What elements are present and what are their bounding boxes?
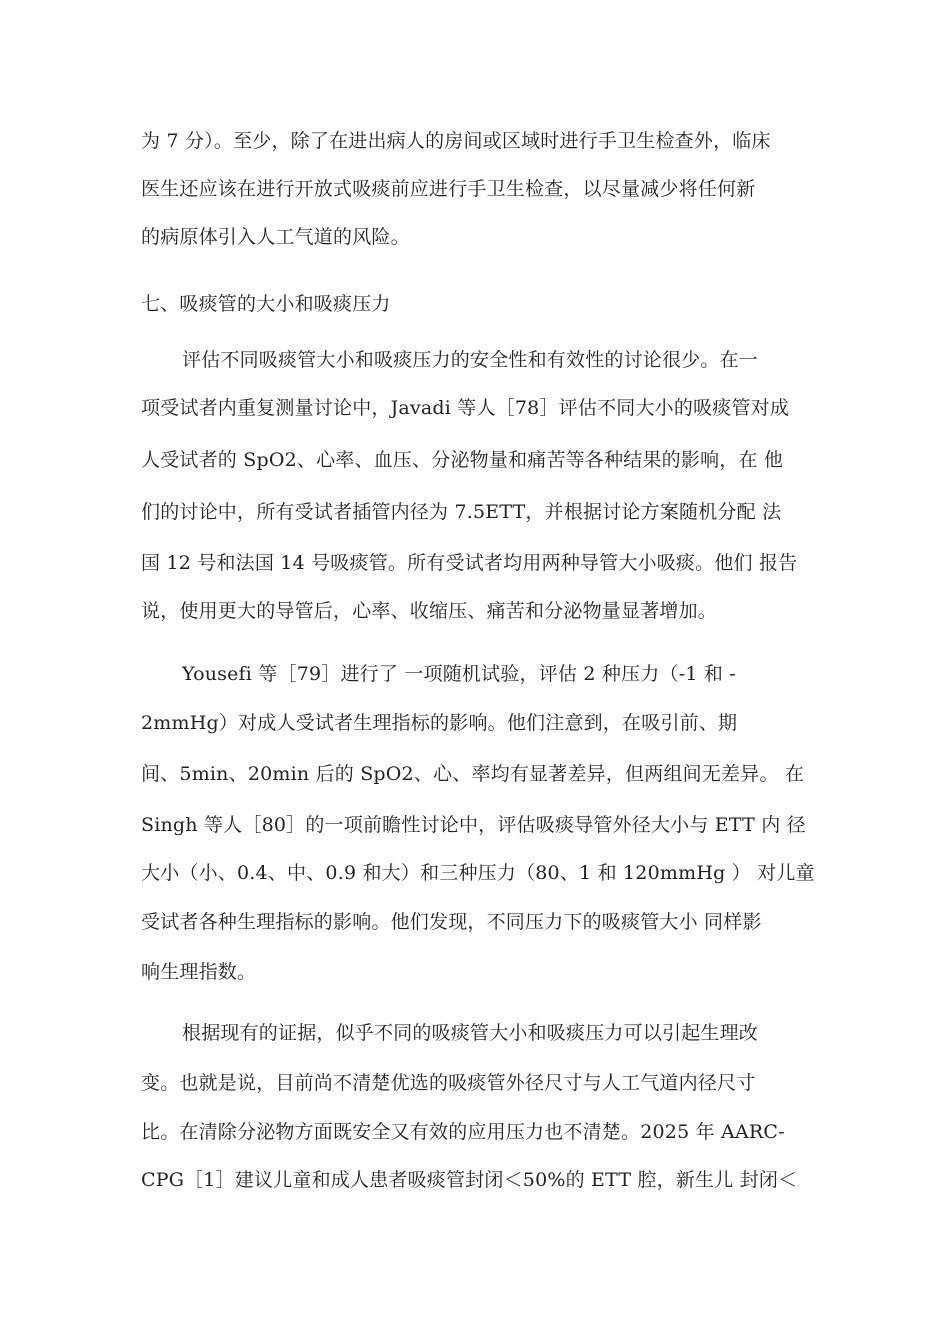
paragraph-evidence-line-1: 根据现有的证据，似乎不同的吸痰管大小和吸痰压力可以引起生理改 [182,1022,759,1044]
paragraph-javadi-line-2: 项受试者内重复测量讨论中，Javadi 等人［78］评估不同大小的吸痰管对成 [141,397,790,419]
paragraph-yousefi-line-7: 响生理指数。 [141,961,257,983]
paragraph-yousefi-line-3: 间、5min、20min 后的 SpO2、心、率均有显著差异，但两组间无差异。 在 [141,763,805,785]
paragraph-yousefi-line-1: Yousefi 等［79］进行了 一项随机试验，评估 2 种压力（-1 和 - [182,663,736,685]
paragraph-javadi-line-3: 人受试者的 SpO2、心率、血压、分泌物量和痛苦等各种结果的影响，在 他 [141,449,784,471]
paragraph-hand-hygiene-line-3: 的病原体引入人工气道的风险。 [141,226,410,248]
paragraph-evidence-line-2: 变。也就是说，目前尚不清楚优选的吸痰管外径尺寸与人工气道内径尺寸 [141,1072,756,1094]
paragraph-evidence-line-4: CPG［1］建议儿童和成人患者吸痰管封闭＜50%的 ETT 腔，新生儿 封闭＜ [141,1169,798,1191]
paragraph-hand-hygiene-line-2: 医生还应该在进行开放式吸痰前应进行手卫生检查，以尽量减少将任何新 [141,178,756,200]
paragraph-javadi-line-5: 国 12 号和法国 14 号吸痰管。所有受试者均用两种导管大小吸痰。他们 报告 [141,552,798,574]
paragraph-javadi-line-6: 说，使用更大的导管后，心率、收缩压、痛苦和分泌物量显著增加。 [141,600,718,622]
paragraph-yousefi-line-4: Singh 等人［80］的一项前瞻性讨论中，评估吸痰导管外径大小与 ETT 内 径 [141,814,806,836]
section-heading: 七、吸痰管的大小和吸痰压力 [141,293,391,315]
paragraph-yousefi-line-5: 大小（小、0.4、中、0.9 和大）和三种压力（80、1 和 120mmHg ） 对儿童 [141,862,815,884]
paragraph-javadi-line-4: 们的讨论中，所有受试者插管内径为 7.5ETT，并根据讨论方案随机分配 法 [141,501,782,523]
paragraph-yousefi-line-6: 受试者各种生理指标的影响。他们发现，不同压力下的吸痰管大小 同样影 [141,911,762,933]
paragraph-yousefi-line-2: 2mmHg）对成人受试者生理指标的影响。他们注意到，在吸引前、期 [141,712,738,734]
paragraph-javadi-line-1: 评估不同吸痰管大小和吸痰压力的安全性和有效性的讨论很少。在一 [182,349,759,371]
paragraph-hand-hygiene-line-1: 为 7 分）。至少，除了在进出病人的房间或区域时进行手卫生检查外，临床 [141,130,771,152]
paragraph-evidence-line-3: 比。在清除分泌物方面既安全又有效的应用压力也不清楚。2025 年 AARC- [141,1121,785,1143]
